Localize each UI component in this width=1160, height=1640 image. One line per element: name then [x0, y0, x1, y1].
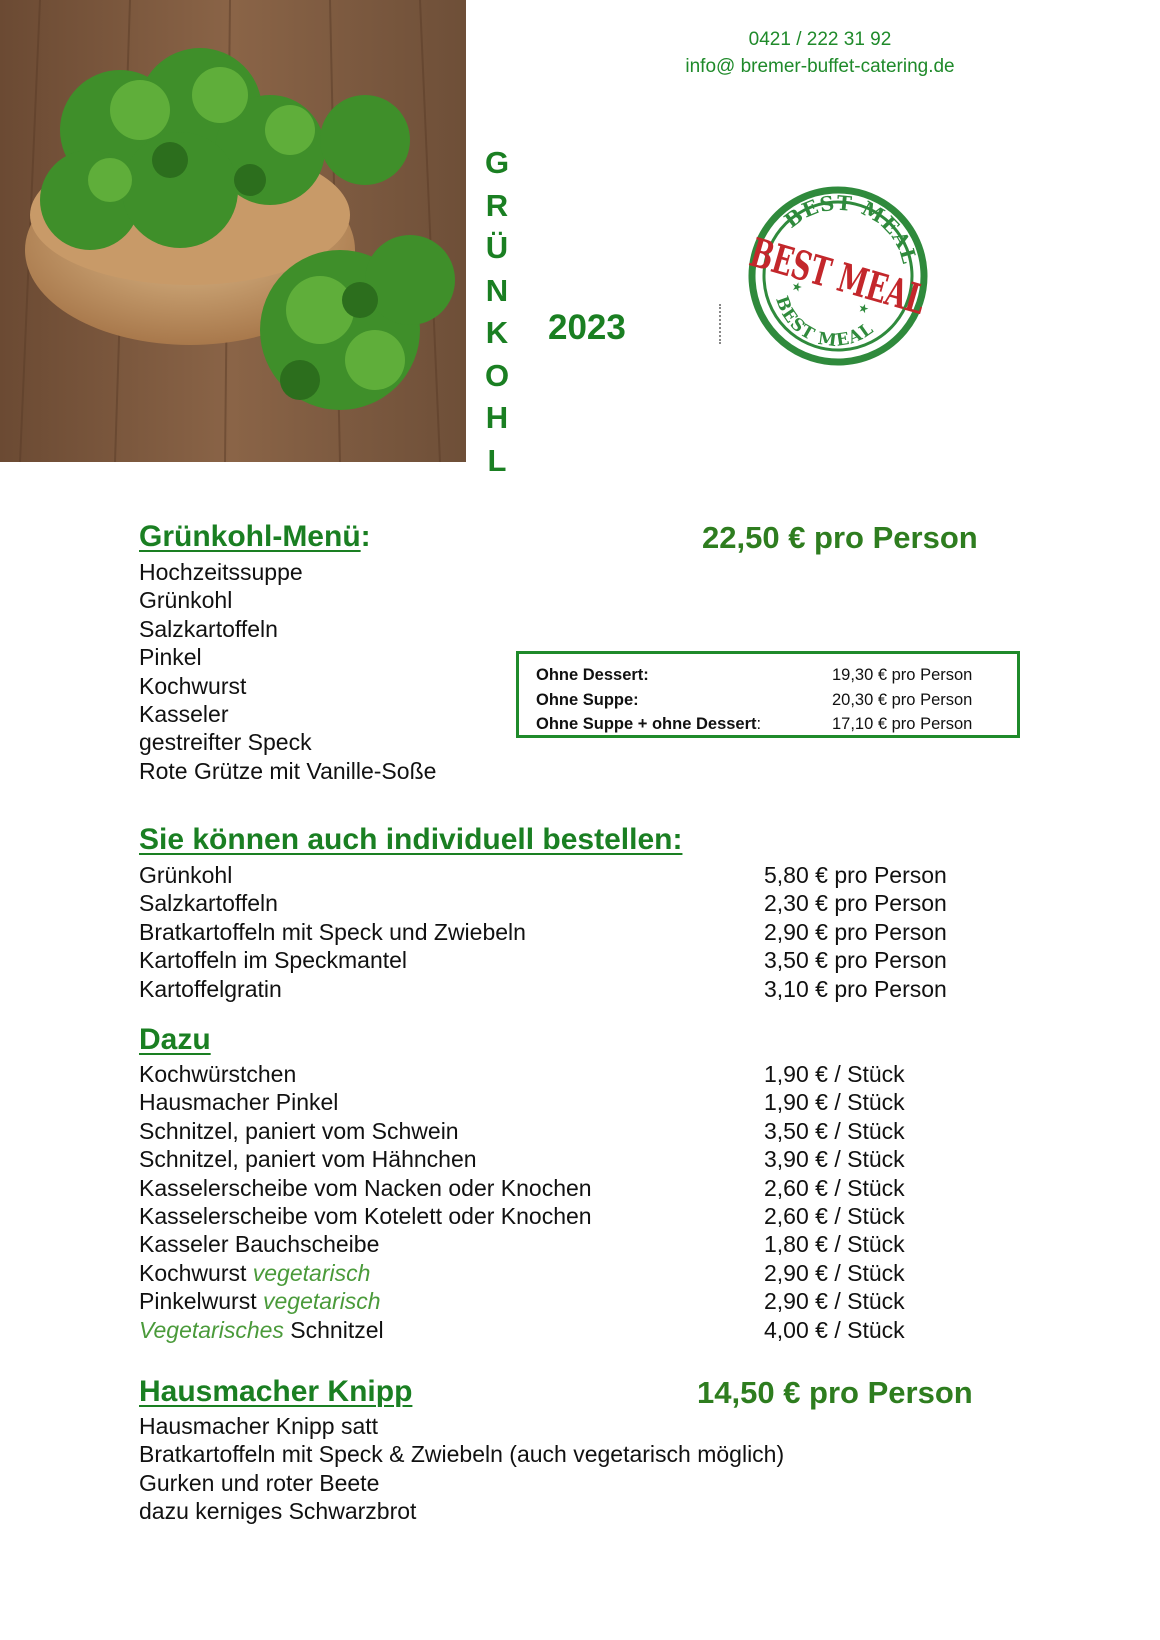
item-price: 1,90 € / Stück	[764, 1089, 905, 1116]
option-row	[536, 663, 1017, 688]
item-name: Hausmacher Pinkel	[139, 1089, 339, 1116]
best-meal-stamp	[732, 178, 944, 374]
vegetarian-tag: vegetarisch	[262, 1288, 381, 1315]
title-letter: R	[485, 187, 509, 223]
contact-email: info@ bremer-buffet-catering.de	[685, 56, 955, 77]
item-price: 2,60 € / Stück	[764, 1203, 905, 1230]
option-price: 19,30 € pro Person	[832, 666, 973, 684]
list-item: Kartoffeln im Speckmantel	[139, 947, 408, 974]
item-price: 1,80 € / Stück	[764, 1231, 905, 1258]
kale-photo	[0, 0, 466, 462]
option-label: Ohne Suppe + ohne Dessert	[536, 715, 757, 733]
option-price: 17,10 € pro Person	[832, 715, 973, 733]
title-letter: O	[484, 357, 510, 393]
list-item	[139, 1230, 592, 1258]
stamp-top-text: BEST MEAL	[779, 190, 922, 267]
list-item: Salzkartoffeln	[139, 615, 278, 642]
stamp-bottom-text: BEST MEAL	[771, 293, 878, 352]
title-letter: H	[485, 400, 509, 435]
title-letter: L	[487, 442, 507, 478]
list-item: Salzkartoffeln	[139, 890, 278, 917]
stamp-star: ★	[856, 300, 871, 317]
list-item	[139, 1060, 592, 1088]
vegetarian-tag: Vegetarisches	[139, 1316, 284, 1343]
item-price: 2,90 € pro Person	[764, 918, 947, 945]
item-name: Kasseler Bauchscheibe	[139, 1231, 380, 1258]
item-price: 2,30 € pro Person	[764, 890, 947, 917]
individual-prices-list	[764, 861, 947, 1003]
menu-title-colon: :	[360, 520, 371, 553]
list-item	[139, 1287, 592, 1315]
item-price: 5,80 € pro Person	[764, 862, 947, 888]
option-label: Ohne Suppe:	[536, 690, 639, 709]
menu-heading	[139, 520, 371, 554]
knipp-heading: Hausmacher Knipp	[139, 1375, 413, 1408]
list-item: Rote Grütze mit Vanille-Soße	[139, 757, 437, 784]
list-item	[139, 1259, 592, 1287]
item-price: 1,90 € / Stück	[764, 1061, 905, 1087]
list-item: Kasseler	[139, 701, 229, 728]
option-label-suffix: :	[756, 715, 762, 733]
item-price: 4,00 € / Stück	[764, 1316, 905, 1343]
vegetarian-tag: vegetarisch	[252, 1259, 371, 1286]
individual-heading: Sie können auch individuell bestellen:	[139, 823, 683, 856]
list-item: Kartoffelgratin	[139, 975, 282, 1002]
list-item	[139, 1145, 592, 1173]
option-price: 20,30 € pro Person	[832, 690, 973, 709]
option-label: Ohne Dessert:	[536, 666, 649, 684]
menu-title: Grünkohl-Menü	[139, 520, 361, 553]
stamp-tick-mark	[719, 304, 724, 344]
list-item: Bratkartoffeln mit Speck & Zwiebeln (auch vegetarisch möglich)	[139, 1441, 785, 1468]
contact-phone: 0421 / 222 31 92	[748, 29, 892, 50]
vertical-title	[480, 142, 514, 482]
item-name: Kasselerscheibe vom Nacken oder Knochen	[139, 1174, 592, 1201]
item-name: Pinkelwurst	[139, 1288, 263, 1315]
item-price: 3,10 € pro Person	[764, 975, 947, 1002]
menu-price: 22,50 € pro Person	[702, 520, 978, 555]
stamp-center-text: BEST MEAL	[744, 229, 944, 349]
list-item: Hausmacher Knipp satt	[139, 1413, 379, 1439]
menu-items-list	[139, 558, 436, 785]
year-label: 2023	[548, 308, 626, 347]
item-price: 3,90 € / Stück	[764, 1146, 905, 1173]
item-price: 3,50 € / Stück	[764, 1117, 905, 1144]
stamp-star: ★	[789, 278, 805, 296]
individual-items-list	[139, 861, 526, 1003]
list-item: Hochzeitssuppe	[139, 559, 303, 585]
title-letter: K	[485, 315, 509, 350]
contact-block	[560, 26, 1080, 80]
title-letter: Ü	[485, 230, 509, 265]
list-item	[139, 1202, 592, 1230]
item-name: Schnitzel, paniert vom Hähnchen	[139, 1146, 477, 1173]
list-item: Gurken und roter Beete	[139, 1469, 380, 1496]
item-name: Kasselerscheibe vom Kotelett oder Knochen	[139, 1203, 592, 1230]
item-price: 3,50 € pro Person	[764, 947, 947, 974]
item-name: Schnitzel, paniert vom Schwein	[139, 1117, 459, 1144]
list-item: Pinkel	[139, 644, 202, 671]
knipp-items-list	[139, 1412, 784, 1526]
item-price: 2,60 € / Stück	[764, 1174, 905, 1201]
list-item: Bratkartoffeln mit Speck und Zwiebeln	[139, 918, 526, 945]
dazu-prices-list	[764, 1060, 905, 1344]
dazu-heading: Dazu	[139, 1023, 211, 1056]
item-name: Kochwurst	[139, 1259, 253, 1286]
item-name: Kochwürstchen	[139, 1061, 297, 1087]
item-name-suffix: Schnitzel	[283, 1316, 384, 1343]
item-price: 2,90 € / Stück	[764, 1288, 905, 1315]
list-item	[139, 1316, 592, 1344]
dazu-items-list	[139, 1060, 592, 1344]
list-item: gestreifter Speck	[139, 729, 312, 756]
knipp-price: 14,50 € pro Person	[697, 1375, 973, 1410]
list-item: dazu kerniges Schwarzbrot	[139, 1498, 417, 1525]
list-item: Grünkohl	[139, 587, 233, 614]
item-price: 2,90 € / Stück	[764, 1259, 905, 1286]
title-letter: G	[484, 145, 510, 180]
option-row	[536, 688, 1017, 713]
option-row	[536, 712, 1017, 737]
menu-options-box	[516, 651, 1020, 738]
list-item	[139, 1174, 592, 1202]
list-item	[139, 1117, 592, 1145]
list-item: Grünkohl	[139, 862, 233, 888]
list-item	[139, 1088, 592, 1116]
title-letter: N	[485, 272, 509, 308]
list-item: Kochwurst	[139, 672, 247, 699]
